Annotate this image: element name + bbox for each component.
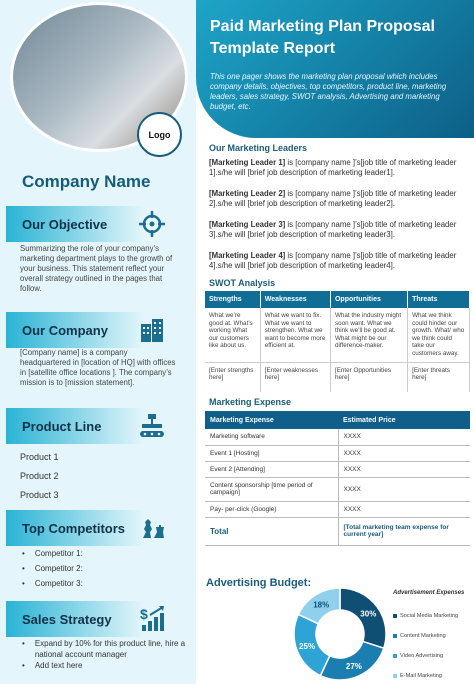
header-banner (196, 0, 474, 138)
legend-item (393, 606, 464, 626)
swot-header: Strengths (205, 291, 260, 308)
building-icon (138, 316, 166, 344)
leader-label: [Marketing Leader 4] (209, 251, 286, 260)
swot-title: SWOT Analysis (209, 278, 276, 288)
sales-title: Sales Strategy (22, 611, 112, 627)
table-row (205, 362, 470, 392)
table-cell: XXXX (338, 501, 470, 517)
expense-header: Estimated Price (338, 411, 470, 429)
product-list (20, 448, 59, 505)
swot-table (205, 291, 470, 392)
expense-table (205, 411, 470, 546)
legend-label: Video Advertising (400, 653, 444, 659)
table-cell: XXXX (338, 477, 470, 501)
competitors-title: Top Competitors (22, 520, 126, 536)
leaders-list (209, 158, 467, 282)
table-cell: Marketing software (205, 429, 338, 445)
table-cell: XXXX (338, 445, 470, 461)
table-total-row (205, 517, 470, 545)
donut-label-3: 25% (299, 641, 316, 651)
table-row (205, 461, 470, 477)
legend-item (393, 626, 464, 646)
list-item (22, 576, 83, 591)
company-text: [Company name] is a company headquartered in [location of HQ] with offices in [satellite office locations ]. The company’s mission is to [mission statement]. (20, 348, 176, 387)
table-cell: [Enter threats here] (408, 362, 470, 392)
product-line-title: Product Line (22, 418, 102, 434)
objective-heading (6, 206, 156, 242)
table-cell: Pay- per-click (Google) (205, 501, 338, 517)
legend-item (393, 646, 464, 666)
legend-swatch (393, 674, 397, 678)
product-line-heading (6, 408, 156, 444)
objective-title: Our Objective (22, 216, 108, 232)
legend-swatch (393, 634, 397, 638)
table-cell: [Enter weaknesses here] (260, 362, 330, 392)
leader-item (209, 189, 467, 209)
table-cell: [Enter Opportunities here] (330, 362, 407, 392)
table-cell: Event 1 [Hosting] (205, 445, 338, 461)
list-item: Product 2 (20, 471, 59, 481)
list-item (22, 660, 187, 671)
leader-text: is [company name ]’s[job title of marketing leader 2].s/he will [brief job description of marketing leader2]. (209, 189, 457, 208)
swot-header: Opportunities (330, 291, 407, 308)
list-item (22, 546, 83, 561)
table-cell: [Total marketing team expense for current year] (338, 517, 470, 545)
table-cell: Event 2 [Attending] (205, 461, 338, 477)
table-row (205, 445, 470, 461)
list-item (22, 561, 83, 576)
leader-text: is [company name ]’s[job title of marketing leader 1].s/he will [brief job description of marketing leader1]. (209, 158, 457, 177)
list-item: Product 3 (20, 490, 59, 500)
legend-title: Advertisement Expenses (393, 590, 465, 596)
legend-label: Content Marketing (400, 633, 446, 639)
table-row (205, 429, 470, 445)
page-title: Paid Marketing Plan Proposal Template Report (210, 18, 435, 57)
dollar-growth-icon (138, 605, 166, 633)
competitor-list (22, 546, 83, 591)
table-cell: What the industry might soon want. What we think we’ll be good at. What might be our difference-maker. (330, 308, 407, 362)
list-item (22, 638, 187, 660)
expense-title: Marketing Expense (209, 397, 292, 407)
swot-header: Threats (408, 291, 470, 308)
legend-label: Social Media Marketing (400, 613, 459, 619)
donut-label-2: 27% (345, 662, 362, 672)
company-name: Company Name (22, 172, 151, 191)
table-row (205, 477, 470, 501)
leader-label: [Marketing Leader 2] (209, 189, 286, 198)
table-cell: Content sponsorship [time period of campaign] (205, 477, 338, 501)
sales-item: • Add text here (34, 661, 83, 670)
page-description: This one pager shows the marketing plan proposal which includes company details, objectives, top competitors, product line, marketing leaders, sales strategy, SWOT analysis, Advertising and marketing budget, etc. (210, 72, 447, 111)
svg-text:$: $ (140, 606, 148, 622)
leader-text: is [company name ]’s[job title of marketing leader 3].s/he will [brief job description of marketing leader3]. (209, 220, 457, 239)
table-cell: XXXX (338, 461, 470, 477)
table-header-row (205, 411, 470, 429)
table-row (205, 308, 470, 362)
competitor-item: Competitor 1: (34, 549, 83, 558)
target-icon (138, 210, 166, 238)
chart-legend (393, 590, 464, 686)
leader-label: [Marketing Leader 1] (209, 158, 286, 167)
sales-item: • Expand by 10% for this product line, hire a national account manager (34, 639, 186, 659)
expense-header: Marketing Expense (205, 411, 338, 429)
sales-list (22, 638, 187, 671)
legend-swatch (393, 614, 397, 618)
chart-title: Advertising Budget: (206, 577, 312, 589)
chess-icon (138, 514, 166, 542)
swot-header: Weaknesses (260, 291, 330, 308)
company-heading (6, 312, 156, 348)
objective-text: Summarizing the role of your company’s marketing department plays to the growth of your business. This statement reflect your overall strategy outlined in the pages that follow. (20, 244, 173, 293)
list-item: Product 1 (20, 452, 59, 462)
logo: Logo (137, 112, 182, 157)
leaders-title: Our Marketing Leaders (209, 143, 308, 153)
legend-label: E-Mail Marketing (400, 673, 442, 679)
table-header-row (205, 291, 470, 308)
leader-item (209, 158, 467, 178)
legend-item (393, 666, 464, 686)
table-cell: What we’re good at. What’s working What our customers like about us. (205, 308, 260, 362)
table-cell: XXXX (338, 429, 470, 445)
sales-heading (6, 601, 156, 637)
leader-label: [Marketing Leader 3] (209, 220, 286, 229)
table-row (205, 501, 470, 517)
table-cell: [Enter strengths here] (205, 362, 260, 392)
leader-text: is [company name ]’s[job title of marketing leader 4].s/he will [brief job description of marketing leader4]. (209, 251, 457, 270)
table-cell: Total (205, 517, 338, 545)
company-title: Our Company (22, 322, 108, 338)
advertising-donut-chart (290, 586, 390, 682)
table-cell: What we want to fix. What we want to strengthen. What we want to become more efficient at. (260, 308, 330, 362)
leader-item (209, 220, 467, 240)
leader-item (209, 251, 467, 271)
left-panel (0, 0, 196, 684)
donut-label-4: 18% (313, 600, 330, 610)
table-cell: What we think could hinder our growth. What/ who we think could take our customers away. (408, 308, 470, 362)
competitor-item: Competitor 3: (34, 579, 83, 588)
competitor-item: Competitor 2: (34, 564, 83, 573)
donut-slice-2 (320, 641, 383, 680)
donut-label-1: 30% (360, 609, 377, 619)
competitors-heading (6, 510, 156, 546)
legend-swatch (393, 654, 397, 658)
conveyor-icon (138, 412, 166, 440)
